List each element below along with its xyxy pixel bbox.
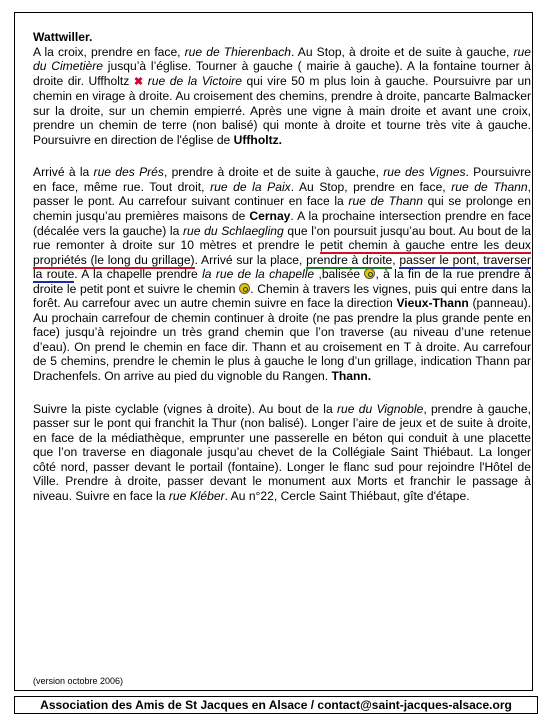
text-run: jusqu’à l’église. Tourner à gauche ( mairie à gauche). A la fontaine tourner à droite dir. Uffholtz — [33, 59, 531, 88]
street-name: rue de la Victoire — [147, 73, 242, 88]
paragraph-2-body — [33, 165, 531, 383]
street-name: rue du Cimetière — [33, 44, 531, 74]
text-run: que l’on poursuit jusqu’au bout. Au bout de la rue remonter à droite sur 10 mètres et prendre le — [33, 223, 532, 253]
coquille-marker-icon — [239, 283, 250, 294]
text-run: . Poursuivre en face, même rue. Tout droit, — [33, 165, 531, 194]
text-run: qui vire 50 m plus loin à gauche. Poursuivre par un chemin en virage à droite. Au croisement des chemins, prendre à droite, pancarte Balmacker sur la droite, sur un chemin empierré. Après une vigne à main droite et avant une croix, prendre un chemin de terre (non balisé) qui monte à droite et tourne très vite à gauche. Poursuivre en direction de l'église de — [33, 73, 531, 147]
text-run: . Chemin à travers les vignes, puis qui entre dans la forêt. Au carrefour avec un autre chemin suivre en face la direction — [33, 281, 532, 311]
street-name: rue de Thann — [348, 194, 423, 209]
text-run: . A la chapelle prendre — [74, 267, 203, 282]
place-name: Vieux-Thann — [396, 296, 469, 311]
street-name: rue Kléber — [168, 488, 225, 503]
text-run: . Au Stop, à droite et de suite à gauche, — [291, 44, 514, 59]
text-run: (panneau). Au prochain carrefour de chemin continuer à droite (ne pas prendre la plus grande pente en face) jusqu’à rejoindre un très grand chemin que l’on traverse (au niveau d’une retenue d’eau). On prend le chemin en face dir. Thann et au croisement en T à droite. Au carrefour de 5 chemins, prendre le chemin le plus à gauche le long d’un grillage, indication Thann par Drachenfels. On arrive au pied du vignoble du Rangen. — [33, 296, 531, 384]
street-name: rue du Schlaegling — [182, 223, 284, 238]
paragraph-wattwiller — [33, 30, 531, 147]
text-run: Suivre la piste cyclable (vignes à droite). Au bout de la — [33, 401, 337, 416]
cross-mark-icon: ✖ — [133, 75, 144, 88]
street-name: rue de la Paix — [210, 179, 291, 194]
text-run: , à la fin de la rue prendre à droite le petit pont et suivre le chemin — [33, 267, 531, 296]
section-title: Wattwiller. — [33, 30, 93, 44]
highlighted-direction: prendre à droite — [306, 252, 393, 267]
street-name: la rue de la chapelle — [202, 267, 315, 282]
paragraph-1-body — [33, 45, 531, 147]
text-run: , passer le pont. Au carrefour suivant continuer en face la — [33, 179, 531, 209]
place-name: Thann. — [331, 369, 372, 384]
place-name: Uffholtz. — [233, 132, 282, 147]
coquille-marker-icon — [364, 268, 375, 279]
text-run: A la croix, prendre en face, — [33, 44, 185, 59]
text-run: . Au n°22, Cercle Saint Thiébaut, gîte d'étape. — [224, 488, 470, 503]
version-note: (version octobre 2006) — [33, 676, 124, 686]
place-name: Cernay — [249, 209, 291, 224]
text-run: ,balisée — [314, 267, 365, 282]
text-run: qui se prolonge en chemin jusqu’au premières maisons de — [33, 194, 531, 224]
text-run: , prendre à droite et de suite à gauche, — [163, 165, 384, 180]
street-name: rue de Thann — [451, 179, 528, 194]
paragraph-3-body — [33, 402, 531, 504]
street-name: rue des Vignes — [383, 165, 466, 180]
street-name: rue des Prés — [93, 165, 164, 180]
footer-association: Association des Amis de St Jacques en Alsace / contact@saint-jacques-alsace.org — [14, 696, 538, 714]
text-run: . A la prochaine intersection prendre en face (décalée vers la gauche) la — [33, 209, 531, 238]
text-run: Arrivé à la — [33, 165, 94, 180]
text-run: . Au Stop, prendre en face, — [290, 179, 452, 194]
text-run: , prendre à gauche, passer sur le pont qui franchit la Thur (non balisé). Longer l’aire de jeux et de suite à droite, en face de la médiathèque, emprunter une passerelle en béton qui conduit à une placette que l’on traverse en diagonale jusqu’au chevet de la Collégiale Saint Thiébaut. La longer côté nord, passer devant le portail (fontaine). Longer le flanc sud pour rejoindre l'Hôtel de Ville. Prendre à droite, passer devant le monument aux Morts et franchir le passage à niveau. Suivre en face la — [33, 401, 531, 503]
street-name: rue de Thierenbach — [184, 44, 291, 59]
text-run: . Arrivé sur la place, — [194, 252, 307, 267]
highlighted-direction: passer le pont, traverser la route — [33, 252, 531, 282]
text-run: , — [392, 252, 400, 267]
route-description — [33, 30, 531, 521]
street-name: rue du Vignoble — [336, 401, 424, 416]
highlighted-direction: petit chemin à gauche entre les deux propriétés (le long du grillage) — [33, 238, 531, 267]
